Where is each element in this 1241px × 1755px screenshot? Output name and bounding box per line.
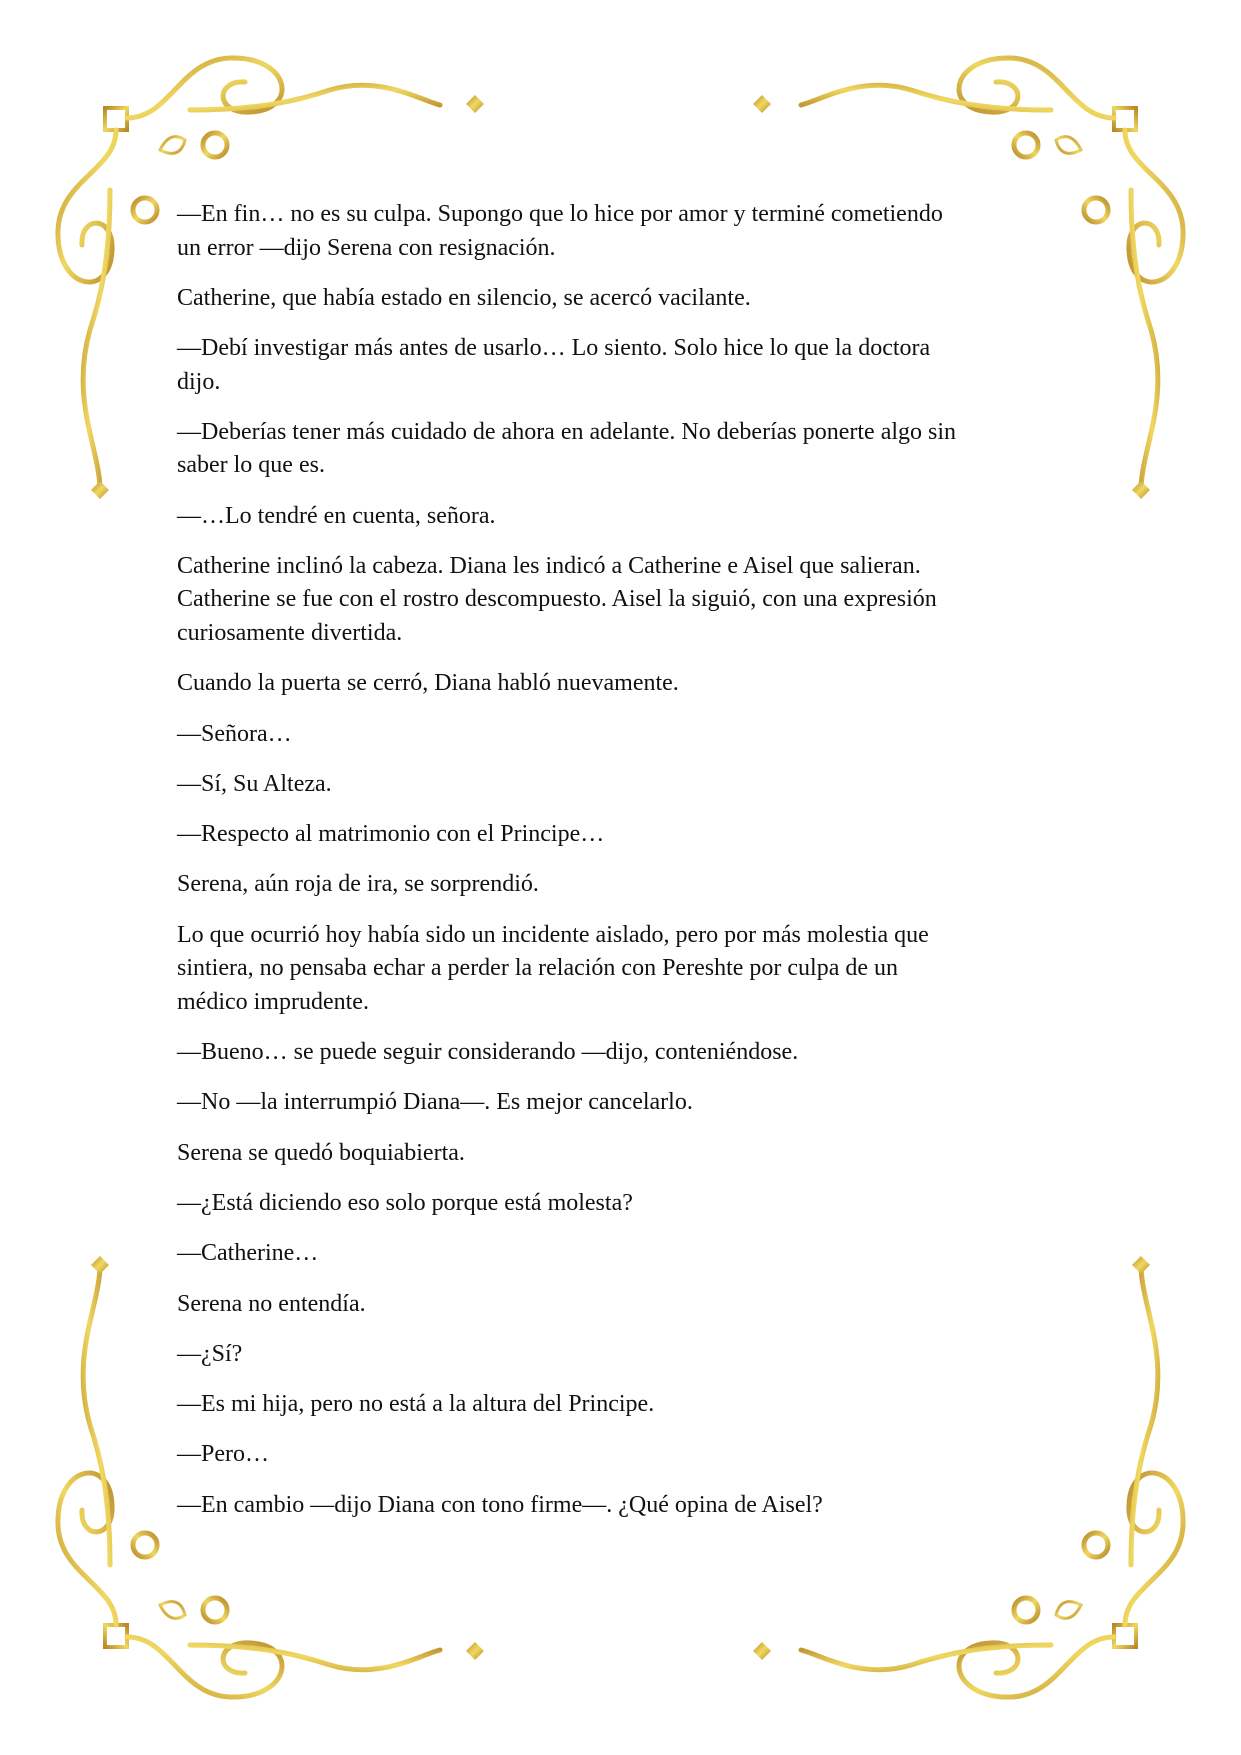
- paragraph: [177, 1288, 1077, 1322]
- paragraph: [177, 1438, 1077, 1472]
- paragraph: [177, 919, 1077, 1020]
- text-line: —En fin… no es su culpa. Supongo que lo hice por amor y terminé cometiendo: [177, 201, 943, 227]
- paragraph: [177, 1187, 1077, 1221]
- text-line: Lo que ocurrió hoy había sido un incidente aislado, pero por más molestia que: [177, 921, 929, 948]
- text-line: —Debí investigar más antes de usarlo… Lo siento. Solo hice lo que la doctora: [177, 335, 931, 362]
- text-line: —…Lo tendré en cuenta, señora.: [177, 502, 496, 529]
- text-line: —Catherine…: [177, 1240, 319, 1267]
- text-line: —Deberías tener más cuidado de ahora en adelante. No deberías ponerte algo sin: [177, 418, 957, 445]
- paragraph: [177, 198, 1077, 265]
- paragraph: [177, 550, 1077, 651]
- text-line: dijo.: [177, 368, 221, 395]
- text-line: médico imprudente.: [177, 988, 369, 1015]
- paragraph: [177, 282, 1077, 316]
- text-line: Serena se quedó boquiabierta.: [177, 1139, 465, 1166]
- paragraph: [177, 1388, 1077, 1422]
- text-line: saber lo que es.: [177, 452, 325, 479]
- text-line: un error —dijo Serena con resignación.: [177, 234, 556, 261]
- paragraph: [177, 1237, 1077, 1271]
- text-line: Serena no entendía.: [177, 1290, 366, 1317]
- paragraph: [177, 500, 1077, 534]
- text-line: sintiera, no pensaba echar a perder la relación con Pereshte por culpa de un: [177, 955, 899, 982]
- paragraph: [177, 768, 1077, 802]
- text-line: Cuando la puerta se cerró, Diana habló nuevamente.: [177, 670, 679, 697]
- text-line: Catherine se fue con el rostro descompuesto. Aisel la siguió, con una expresión: [177, 586, 937, 613]
- text-line: —Sí, Su Alteza.: [177, 770, 332, 797]
- paragraph: [177, 1086, 1077, 1120]
- text-line: —Pero…: [177, 1441, 269, 1468]
- text-line: —¿Está diciendo eso solo porque está molesta?: [177, 1189, 633, 1216]
- paragraph: [177, 1137, 1077, 1171]
- text-line: curiosamente divertida.: [177, 619, 403, 646]
- paragraph: [177, 667, 1077, 701]
- paragraph: [177, 332, 1077, 399]
- text-line: —No —la interrumpió Diana—. Es mejor cancelarlo.: [177, 1089, 693, 1116]
- text-line: Catherine inclinó la cabeza. Diana les indicó a Catherine e Aisel que salieran.: [177, 552, 921, 579]
- body-text: [177, 198, 1077, 1539]
- text-line: —En cambio —dijo Diana con tono firme—. ¿Qué opina de Aisel?: [177, 1491, 823, 1518]
- text-line: —Señora…: [177, 720, 292, 747]
- paragraph: [177, 1338, 1077, 1372]
- paragraph: [177, 416, 1077, 483]
- paragraph: [177, 868, 1077, 902]
- text-line: —Bueno… se puede seguir considerando —dijo, conteniéndose.: [177, 1039, 799, 1066]
- text-line: —Es mi hija, pero no está a la altura del Principe.: [177, 1391, 655, 1418]
- text-line: —Respecto al matrimonio con el Principe…: [177, 821, 605, 848]
- text-line: Serena, aún roja de ira, se sorprendió.: [177, 871, 539, 898]
- paragraph: [177, 818, 1077, 852]
- paragraph: [177, 1036, 1077, 1070]
- paragraph: [177, 1489, 1077, 1523]
- paragraph: [177, 718, 1077, 752]
- text-line: Catherine, que había estado en silencio, se acercó vacilante.: [177, 284, 751, 311]
- text-line: —¿Sí?: [177, 1340, 243, 1367]
